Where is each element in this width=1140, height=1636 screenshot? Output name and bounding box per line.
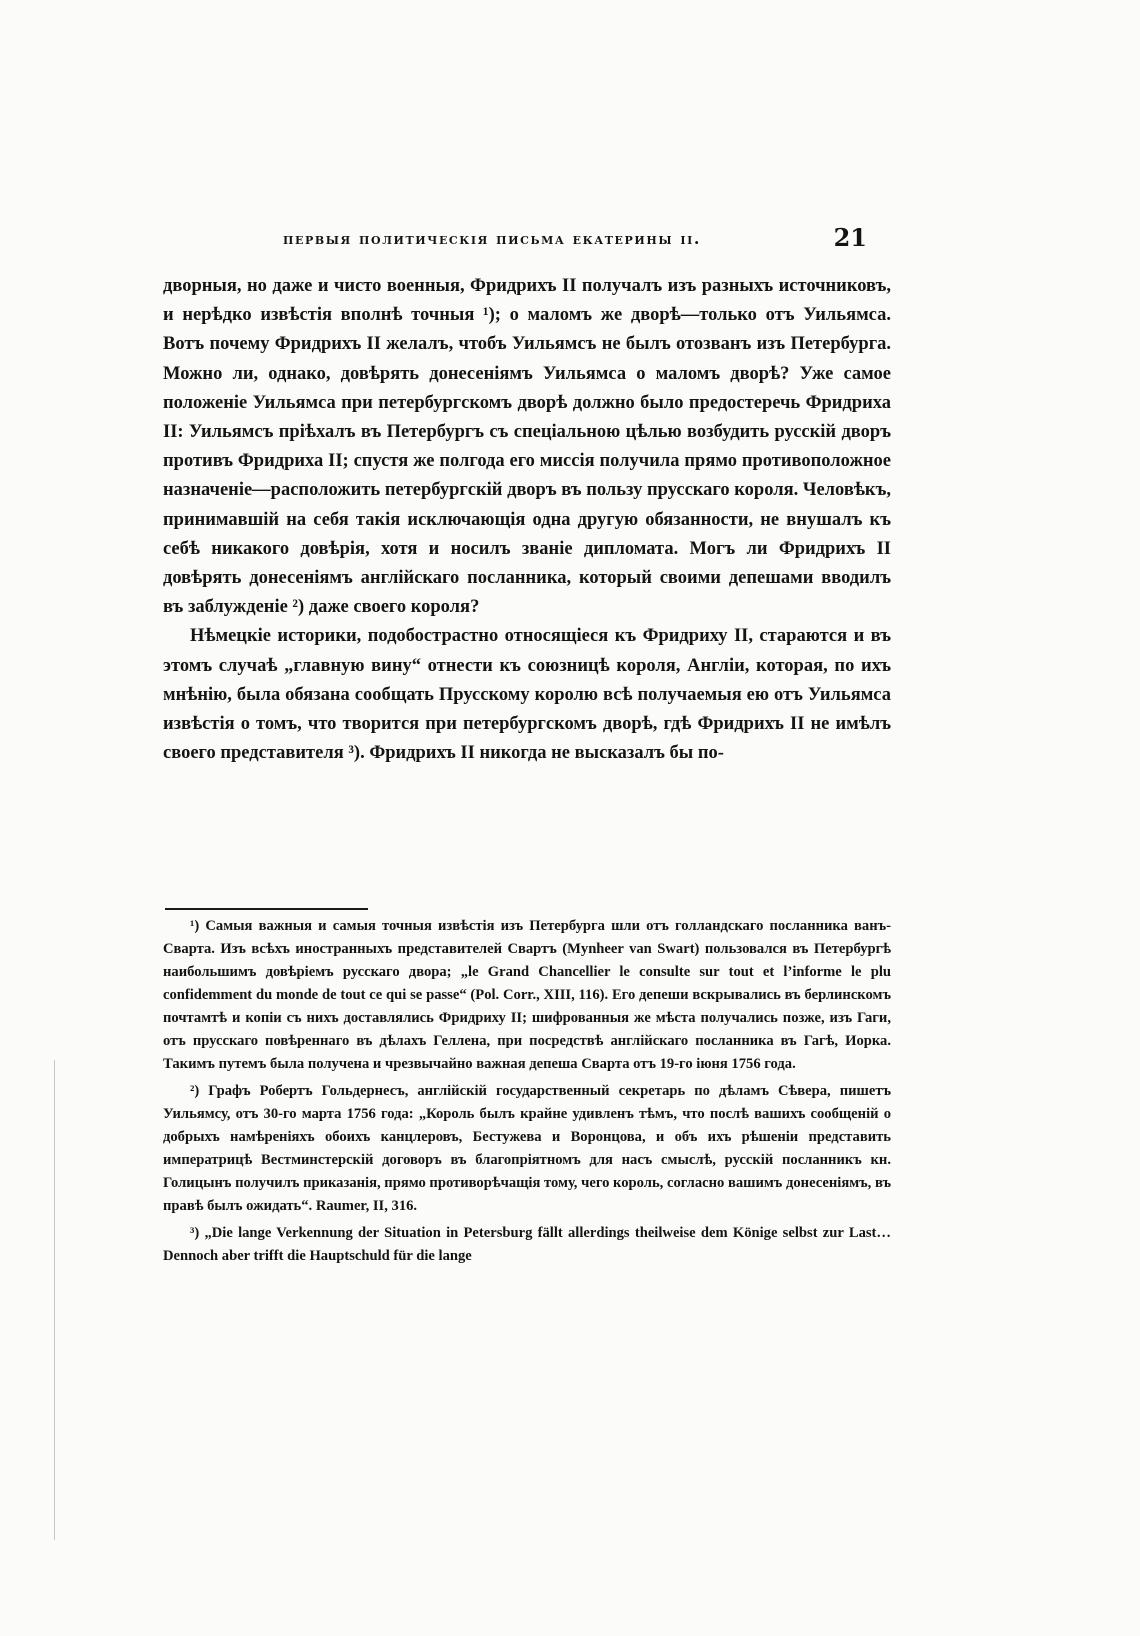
footnote-separator bbox=[165, 908, 368, 910]
footnote-2: ²) Графъ Робертъ Гольдернесъ, англійскій государственный секретарь по дѣламъ Сѣвера, пишетъ Уильямсу, отъ 30-го марта 1756 года: „Король былъ крайне удивленъ тѣмъ, что послѣ вашихъ сообщеній о добрыхъ намѣреніяхъ обоихъ канцлеровъ, Бестужева и Воронцова, и объ ихъ рѣшеніи представить императрицѣ Вестминстерскій договоръ въ благопріятномъ для насъ смыслѣ, русскій посланникъ кн. Голицынъ получилъ приказанія, прямо противорѣчащія тому, чего король, согласно вашимъ донесеніямъ, въ правѣ былъ ожидать“. Raumer, II, 316. bbox=[163, 1083, 891, 1214]
main-text bbox=[163, 272, 891, 768]
footnote-1: ¹) Самыя важныя и самыя точныя извѣстія изъ Петербурга шли отъ голландскаго посланника ванъ-Сварта. Изъ всѣхъ иностранныхъ представителей Свартъ (Mynheer van Swart) пользовался въ Петербургѣ наибольшимъ довѣріемъ русскаго двора; „le Grand Chancellier le consulte sur tout et l’informe le plu confidemment du monde de tout ce qui se passe“ (Pol. Corr., XIII, 116). Его депеши вскрывались въ берлинскомъ почтамтѣ и копіи съ нихъ доставлялись Фридриху II; шифрованныя же мѣста получались позже, изъ Гаги, отъ прусскаго повѣреннаго въ дѣлахъ Геллена, при посредствѣ англійскаго посланника въ Гагѣ, Иорка. Такимъ путемъ была получена и чрезвычайно важная депеша Сварта отъ 19-го іюня 1756 года. bbox=[163, 918, 891, 1072]
page-number: 21 bbox=[833, 223, 867, 252]
page-header bbox=[163, 223, 891, 257]
body-paragraph: дворныя, но даже и чисто военныя, Фридрихъ II получалъ изъ разныхъ источниковъ, и нерѣдко извѣстія вполнѣ точныя ¹); о маломъ же дворѣ—только отъ Уильямса. Вотъ почему Фридрихъ II желалъ, чтобъ Уильямсъ не былъ отозванъ изъ Петербурга. Можно ли, однако, довѣрять донесеніямъ Уильямса о маломъ дворѣ? Уже самое положеніе Уильямса при петербургскомъ дворѣ должно было предостеречь Фридриха II: Уильямсъ пріѣхалъ въ Петербургъ съ спеціальною цѣлью возбудить русскій дворъ противъ Фридриха II; спустя же полгода его миссія получила прямо противоположное назначеніе—расположить петербургскій дворъ въ пользу прусскаго короля. Человѣкъ, принимавшій на себя такія исключающія одна другую обязанности, не внушалъ къ себѣ никакого довѣрія, хотя и носилъ званіе дипломата. Могъ ли Фридрихъ II довѣрять донесеніямъ англійскаго посланника, который своими депешами вводилъ въ заблужденіе ²) даже своего короля? bbox=[163, 276, 891, 618]
footnote-3: ³) „Die lange Verkennung der Situation in Petersburg fällt allerdings theilweise dem Könige selbst zur Last… Dennoch aber trifft die Hauptschuld für die lange bbox=[163, 1225, 891, 1264]
margin-scan-line bbox=[54, 1060, 55, 1540]
body-paragraph: Нѣмецкіе историки, подобострастно относящіеся къ Фридриху II, стараются и въ этомъ случаѣ „главную вину“ отнести къ союзницѣ короля, Англіи, которая, по ихъ мнѣнію, была обязана сообщать Прусскому королю всѣ получаемыя ею отъ Уильямса извѣстія о томъ, что творится при петербургскомъ дворѣ, гдѣ Фридрихъ II не имѣлъ своего представителя ³). Фридрихъ II никогда не высказалъ бы по- bbox=[163, 626, 891, 764]
footnotes bbox=[163, 915, 891, 1272]
running-title: первыя политическія письма екатерины ii. bbox=[283, 229, 702, 248]
